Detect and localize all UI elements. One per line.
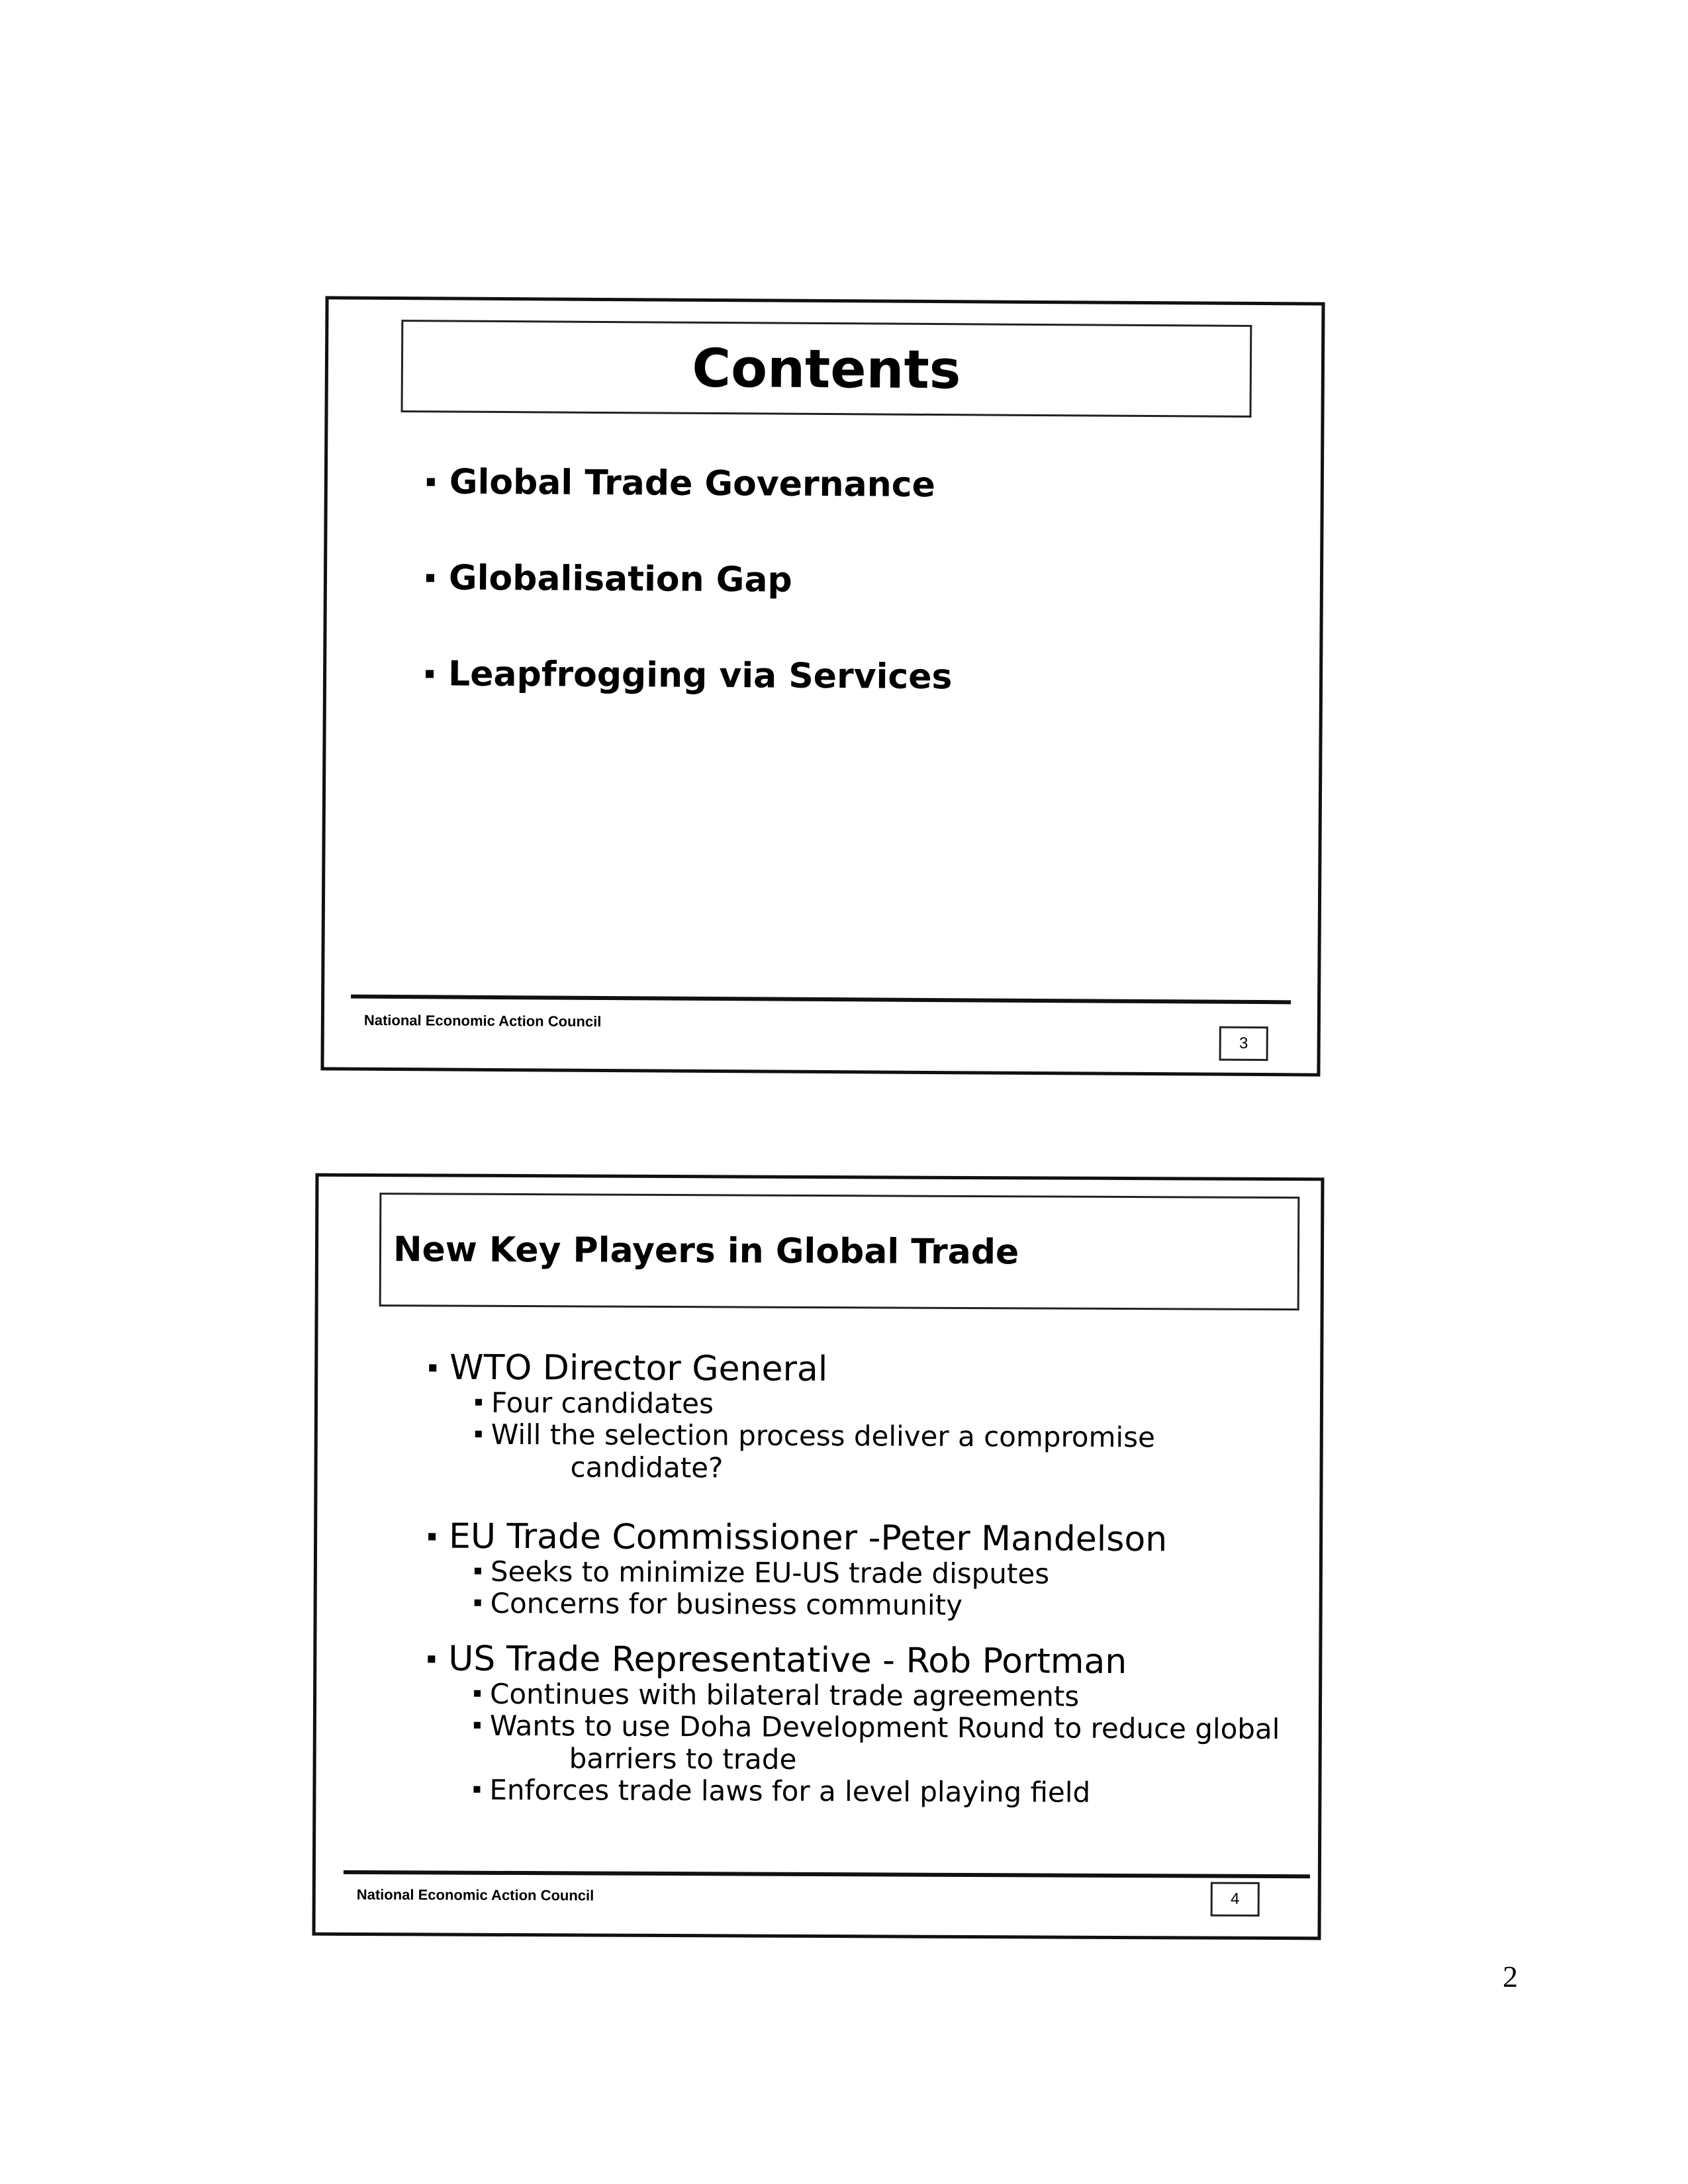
slide-contents xyxy=(320,296,1325,1076)
slide-title: Contents xyxy=(692,337,961,400)
slide-number-box: 3 xyxy=(1219,1026,1268,1061)
bullet-square-icon xyxy=(474,1690,481,1697)
footer-divider xyxy=(351,995,1291,1005)
sub-item: Wants to use Doha Development Round to reduce global barriers to trade xyxy=(474,1710,1280,1778)
section-heading: EU Trade Commissioner -Peter Mandelson xyxy=(428,1518,1167,1559)
bullet-square-icon xyxy=(428,1533,436,1541)
list-item: Globalisation Gap xyxy=(426,558,953,657)
section-us xyxy=(427,1640,1280,1809)
contents-list xyxy=(425,462,953,753)
sub-item: Seeks to minimize EU-US trade disputes xyxy=(475,1556,1167,1591)
footer-org: National Economic Action Council xyxy=(363,1011,602,1030)
bullet-square-icon xyxy=(473,1786,480,1793)
slide-title: New Key Players in Global Trade xyxy=(393,1230,1019,1273)
sub-item: Four candidates xyxy=(475,1387,1155,1422)
footer-divider xyxy=(344,1870,1310,1878)
sub-item: Continues with bilateral trade agreements xyxy=(474,1678,1280,1714)
bullet-square-icon xyxy=(475,1600,481,1606)
bullet-square-icon xyxy=(426,574,434,582)
footer-org: National Economic Action Council xyxy=(356,1886,594,1904)
section-heading: US Trade Representative - Rob Portman xyxy=(428,1640,1280,1682)
slide-title-box xyxy=(401,320,1252,418)
bullet-square-icon xyxy=(475,1431,482,1437)
slide-title-box xyxy=(379,1193,1300,1310)
section-eu xyxy=(428,1518,1168,1623)
section-heading: WTO Director General xyxy=(429,1349,1155,1390)
section-wto xyxy=(428,1349,1155,1486)
sub-item: Enforces trade laws for a level playing field xyxy=(473,1774,1280,1810)
list-item: Global Trade Governance xyxy=(426,462,953,561)
bullet-square-icon xyxy=(475,1399,482,1406)
list-item: Leapfrogging via Services xyxy=(425,654,952,753)
bullet-square-icon xyxy=(428,1656,435,1663)
sub-item: Concerns for business community xyxy=(475,1588,1167,1623)
slide-key-players xyxy=(312,1173,1324,1940)
sub-item: Will the selection process deliver a compromise candidate? xyxy=(475,1419,1154,1486)
bullet-square-icon xyxy=(475,1568,481,1574)
slide-number-box: 4 xyxy=(1211,1882,1260,1917)
page-number: 2 xyxy=(1503,1960,1518,1993)
bullet-square-icon xyxy=(426,670,434,678)
bullet-square-icon xyxy=(429,1365,436,1372)
bullet-square-icon xyxy=(474,1722,481,1729)
bullet-square-icon xyxy=(427,478,435,486)
